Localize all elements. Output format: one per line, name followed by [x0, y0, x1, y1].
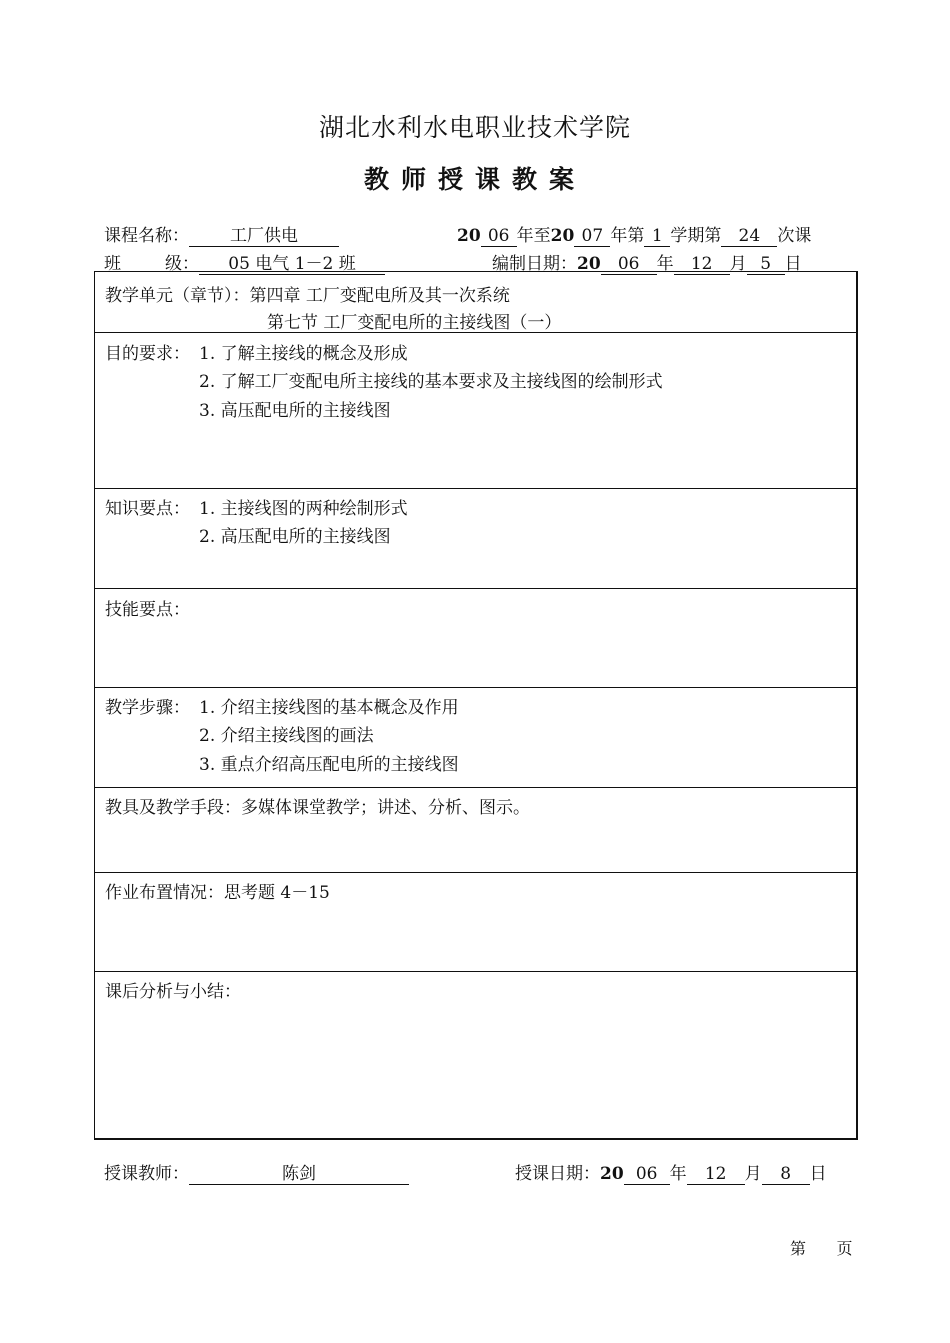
step-item: 3. 重点介绍高压配电所的主接线图: [199, 755, 459, 775]
tools-text: 教具及教学手段：多媒体课堂教学；讲述、分析、图示。: [105, 798, 530, 818]
page-number: 第 页: [790, 1239, 853, 1258]
class-label-a: 班: [104, 254, 121, 274]
semester-text: 学期第: [670, 226, 722, 246]
goal-item: 3. 高压配电所的主接线图: [199, 401, 391, 421]
steps-cell: [95, 688, 856, 788]
knowledge-item: 2. 高压配电所的主接线图: [199, 527, 391, 547]
lesson-text: 次课: [777, 226, 812, 246]
summary-cell: [95, 972, 856, 1139]
goals-label: 目的要求：: [105, 344, 190, 364]
prepare-day: 5: [747, 255, 785, 275]
homework-text: 作业布置情况：思考题 4－15: [105, 883, 330, 903]
lecture-date-label: 授课日期：: [515, 1164, 600, 1184]
knowledge-label: 知识要点：: [105, 499, 190, 519]
prepare-year-unit: 年: [656, 254, 674, 274]
lecture-year-suffix: 06: [624, 1165, 670, 1185]
academic-year-row: [457, 221, 811, 247]
steps-label: 教学步骤：: [105, 698, 190, 718]
teaching-unit-line1: 教学单元（章节）：第四章 工厂变配电所及其一次系统: [105, 286, 510, 306]
course-value: 工厂供电: [189, 227, 339, 247]
knowledge-item: 1. 主接线图的两种绘制形式: [199, 499, 408, 519]
prepare-year-suffix: 06: [601, 255, 657, 275]
teacher-row: [104, 1159, 409, 1185]
lecture-month: 12: [687, 1165, 745, 1185]
lecture-day: 8: [762, 1165, 810, 1185]
homework-cell: [95, 873, 856, 972]
class-value: 05 电气 1－2 班: [199, 255, 385, 275]
lecture-date-row: [515, 1159, 827, 1185]
teacher-label: 授课教师：: [104, 1164, 189, 1184]
year-text: 年第: [610, 226, 645, 246]
year-to-suffix: 07: [574, 227, 610, 247]
goals-cell: [95, 333, 856, 489]
lecture-month-unit: 月: [744, 1164, 762, 1184]
lesson-number: 24: [721, 227, 777, 247]
teacher-name: 陈剑: [189, 1165, 409, 1185]
lesson-plan-table: [94, 271, 858, 1140]
year-to-prefix: 20: [550, 226, 575, 246]
prepare-date-label: 编制日期：: [492, 254, 577, 274]
summary-label: 课后分析与小结：: [105, 982, 241, 1002]
prepare-year-prefix: 20: [577, 254, 601, 274]
prepare-month-unit: 月: [729, 254, 747, 274]
semester-value: 1: [644, 227, 670, 247]
goal-item: 2. 了解工厂变配电所主接线的基本要求及主接线图的绘制形式: [199, 372, 663, 392]
school-name: 湖北水利水电职业技术学院: [318, 113, 631, 142]
year-from-suffix: 06: [481, 227, 517, 247]
lecture-day-unit: 日: [809, 1164, 827, 1184]
skills-cell: [95, 589, 856, 688]
year-from-prefix: 20: [457, 226, 481, 246]
course-name-row: [104, 221, 339, 247]
tools-cell: [95, 788, 856, 873]
teaching-unit-line2: 第七节 工厂变配电所的主接线图（一）: [267, 313, 562, 333]
lecture-year-prefix: 20: [600, 1164, 624, 1184]
skills-label: 技能要点：: [105, 600, 190, 620]
goal-item: 1. 了解主接线的概念及形成: [199, 344, 408, 364]
step-item: 1. 介绍主接线图的基本概念及作用: [199, 698, 459, 718]
step-item: 2. 介绍主接线图的画法: [199, 726, 374, 746]
knowledge-cell: [95, 489, 856, 589]
prepare-day-unit: 日: [784, 254, 802, 274]
prepare-month: 12: [674, 255, 730, 275]
teaching-unit-cell: [95, 272, 856, 333]
class-label-b: 级：: [165, 254, 199, 274]
lecture-year-unit: 年: [669, 1164, 687, 1184]
document-title: 教师授课教案: [363, 165, 586, 194]
to-text: 年至: [516, 226, 551, 246]
course-label: 课程名称：: [104, 226, 189, 246]
